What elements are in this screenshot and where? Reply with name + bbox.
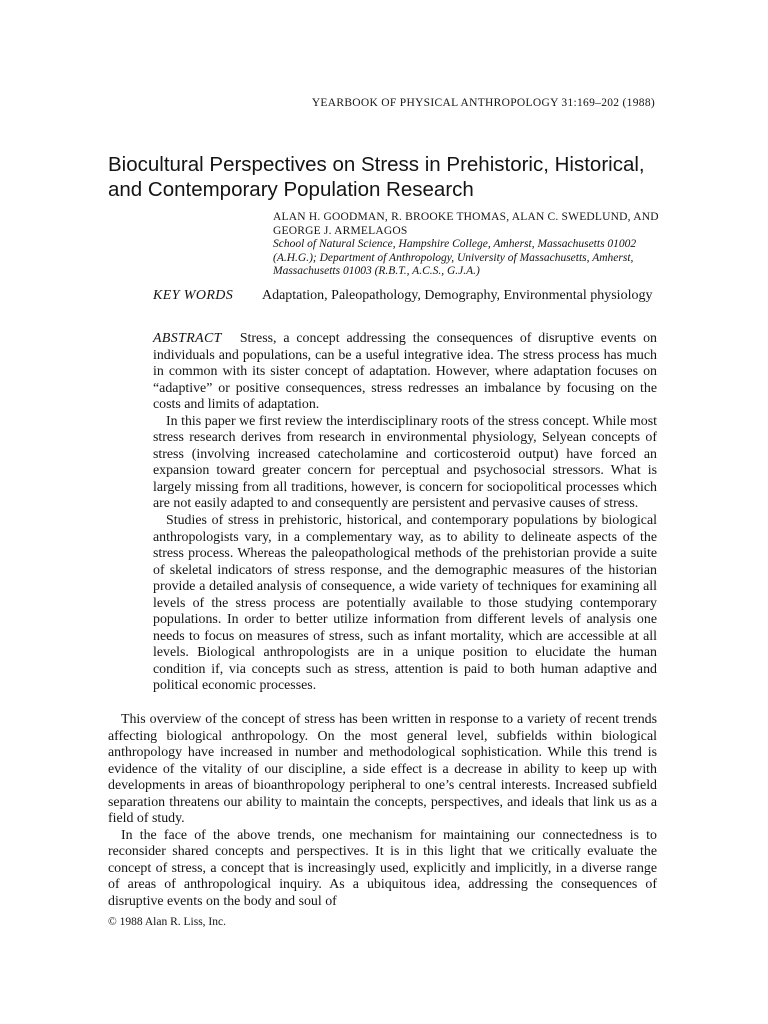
journal-header: YEARBOOK OF PHYSICAL ANTHROPOLOGY 31:169–202 (1988) bbox=[311, 97, 655, 109]
abstract-label: ABSTRACT bbox=[153, 331, 222, 346]
author-affiliation: School of Natural Science, Hampshire College, Amherst, Massachusetts 01002 (A.H.G.); Department of Anthropology, University of Massachusetts, Amherst, Massachusetts 01003 (R.B.T., A.C.S., G.J.A.) bbox=[273, 238, 637, 278]
keywords-section bbox=[153, 287, 657, 304]
author-list: ALAN H. GOODMAN, R. BROOKE THOMAS, ALAN C. SWEDLUND, AND GEORGE J. ARMELAGOS bbox=[273, 211, 659, 237]
keywords-text: Adaptation, Paleopathology, Demography, Environmental physiology bbox=[261, 288, 653, 303]
body-paragraph: In the face of the above trends, one mechanism for maintaining our connectedness is to reconsider shared concepts and perspectives. It is in this light that we critically evaluate the concept of stress, a concept that is increasingly used, explicitly and implicitly, in a diverse range of areas of anthropological inquiry. As a ubiquitous idea, addressing the consequences of disruptive events on the body and soul of bbox=[108, 827, 657, 909]
article-title: Biocultural Perspectives on Stress in Prehistoric, Historical, and Contemporary Population Research bbox=[108, 153, 645, 201]
keywords-label: KEY WORDS bbox=[153, 288, 234, 303]
body-paragraph: This overview of the concept of stress has been written in response to a variety of recent trends affecting biological anthropology. On the most general level, subfields within biological anthropology have increased in number and methodological sophistication. While this trend is evidence of the vitality of our discipline, a side effect is a decrease in ability to keep up with developments in areas of bioanthropology peripheral to one’s central interests. Increased subfield separation threatens our ability to maintain the concepts, perspectives, and ideals that link us as a field of study. bbox=[108, 712, 657, 826]
copyright-notice: © 1988 Alan R. Liss, Inc. bbox=[108, 916, 226, 928]
abstract-section bbox=[153, 331, 657, 695]
abstract-paragraph: Studies of stress in prehistoric, historical, and contemporary populations by biological anthropologists vary, in a complementary way, as to ability to delineate aspects of the stress process. Whereas the paleopathological methods of the prehistorian provide a suite of skeletal indicators of stress response, and the demographic measures of the historian provide a detailed analysis of consequence, a wide variety of techniques for examining all levels of the stress process are potentially available to those studying contemporary populations. In order to better utilize information from different levels of analysis one needs to focus on measures of stress, such as infant mortality, which are accessible at all levels. Biological anthropologists are in a unique position to elucidate the human condition if, via concepts such as stress, attention is paid to both human adaptive and political economic processes. bbox=[153, 513, 657, 694]
abstract-paragraph bbox=[153, 331, 657, 414]
body-text bbox=[108, 712, 657, 910]
abstract-paragraph-text: Stress, a concept addressing the consequences of disruptive events on individuals and populations, can be a useful integrative idea. The stress process has much in common with its sister concept of adaptation. However, where adaptation focuses on “adaptive” or positive consequences, stress redresses an imbalance by focusing on the costs and limits of adaptation. bbox=[153, 331, 657, 413]
abstract-paragraph: In this paper we first review the interdisciplinary roots of the stress concept. While most stress research derives from research in environmental physiology, Selyean concepts of stress (involving increased catecholamine and corticosteroid output) have forced an expansion toward greater concern for perceptual and psychosocial stressors. What is largely missing from all traditions, however, is concern for sociopolitical processes which are not easily adapted to and consequently are persistent and pervasive causes of stress. bbox=[153, 413, 657, 512]
author-block bbox=[273, 211, 668, 279]
